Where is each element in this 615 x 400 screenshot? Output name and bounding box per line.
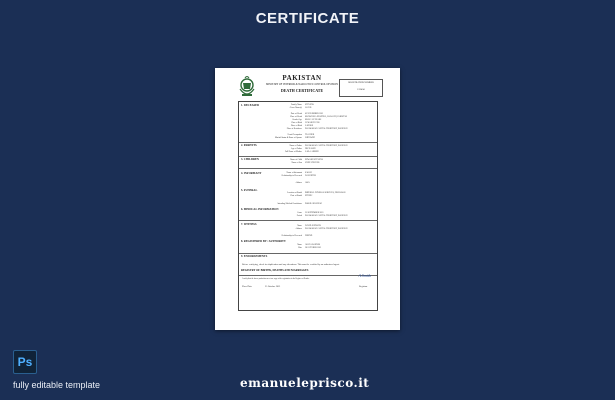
footer-note: I certify that the above particulars are a true copy of the registration in the Register of Deaths.	[242, 278, 310, 280]
field-label: Period	[296, 215, 302, 217]
section-endorsements: 9. ENDORSEMENTS	[241, 255, 268, 258]
field-value: ISLAMABAD CAPITAL TERRITORY, PAKISTAN	[305, 228, 348, 230]
field-label: Address	[295, 228, 302, 230]
section-deceased: 1. DECEASED	[241, 104, 260, 107]
registration-box	[339, 79, 383, 97]
section-informant: 4. INFORMANT	[241, 172, 262, 175]
section-registered-by: 8. REGISTERED BY / AUTHORITY	[241, 240, 286, 243]
field-label: Place of Residence	[286, 128, 302, 130]
field-label: Relationship to Deceased	[281, 235, 302, 237]
field-label: Given Name(s)	[289, 107, 302, 109]
field-label: Usual Occupation	[287, 134, 302, 136]
section-children: 3. CHILDREN	[241, 158, 259, 161]
field-label: Name of Son	[291, 162, 302, 164]
page-title: CERTIFICATE	[255, 10, 360, 27]
field-value: MANSOORA HOSPITAL, KARACHI, PAKISTAN	[305, 116, 347, 118]
field-value: 25 MARCH 1938	[305, 122, 320, 124]
divider	[239, 168, 377, 169]
field-value: SARAH	[305, 172, 312, 174]
section-witness: 7. WITNESS	[241, 223, 257, 226]
field-value: LAILA AHMED	[305, 151, 319, 153]
divider	[239, 253, 377, 254]
issue-date: 25 October 2021	[265, 286, 281, 288]
field-label: Family Name	[291, 104, 302, 106]
website-link[interactable]: emanueleprisco.it	[240, 376, 370, 390]
field-label: Place of Birth	[290, 125, 302, 127]
field-label: Date of Birth	[291, 122, 302, 124]
place-label: Place/Date	[242, 286, 252, 288]
document-title: DEATH CERTIFICATE	[280, 88, 324, 93]
field-value: IMPERIAL FUNERAL SERVICES, PESHAWAR	[305, 192, 346, 194]
field-value: TEACHER	[305, 134, 315, 136]
field-label: Name of Child	[290, 159, 302, 161]
endorsement-note: Before certifying, check for duplication and any alterations. This must be certified by an authorized agent.	[242, 264, 340, 266]
field-label: Name of Informant	[286, 172, 302, 174]
field-label: Age of Father	[290, 148, 302, 150]
field-value: JOHN STEVENS	[305, 162, 320, 164]
field-label: Date	[298, 247, 302, 249]
registration-label: REGISTRATION NUMBER	[348, 82, 374, 84]
field-value: 03 NOVEMBER 2021	[305, 113, 324, 115]
signature: A.Smith	[358, 273, 371, 278]
field-value: DAUGHTER	[305, 175, 316, 177]
field-label: Name	[297, 244, 302, 246]
section-funeral: 5. FUNERAL	[241, 189, 258, 192]
field-label: Location of Burial	[287, 192, 302, 194]
divider	[239, 156, 377, 157]
divider	[239, 275, 377, 276]
field-value: EDWARD STEVENS	[305, 159, 323, 161]
registration-value: 123456	[357, 88, 365, 91]
field-label: Full Name of Mother	[284, 151, 302, 153]
field-value: ISMAIL SHAHZAD	[305, 203, 322, 205]
field-label: Relationship to Deceased	[281, 175, 302, 177]
registrar-label: Registrar	[359, 286, 368, 288]
emblem-icon	[238, 75, 256, 99]
field-value: FRIEND	[305, 235, 313, 237]
field-value: ETHNIC	[305, 195, 313, 197]
field-value: ISLAMABAD CAPITAL TERRITORY, PAKISTAN	[305, 215, 348, 217]
field-label: Date of Death	[290, 113, 302, 115]
field-label: Marital Status & Name of Spouse	[274, 137, 302, 139]
field-value: 100%	[305, 182, 310, 184]
divider	[239, 220, 377, 221]
field-value: ALICIA BARNES	[305, 244, 321, 246]
section-parents: 2. PARENTS	[241, 144, 257, 147]
field-value: ISLAMABAD CAPITAL TERRITORY, PAKISTAN	[305, 128, 348, 130]
field-label: Address	[295, 182, 302, 184]
certificate-header	[262, 74, 342, 93]
field-label: Place of Death	[290, 116, 302, 118]
field-value: ISLAMABAD CAPITAL TERRITORY, PAKISTAN	[305, 145, 348, 147]
field-value: 25 SEPTEMBER 2021	[305, 212, 324, 214]
certificate-document	[215, 68, 400, 330]
field-value: JACOB	[305, 107, 312, 109]
field-label: Name of Father	[289, 145, 302, 147]
field-label: Date of Burial	[290, 195, 302, 197]
divider	[239, 142, 377, 143]
photoshop-icon: Ps	[13, 350, 37, 374]
field-value: STEVENS	[305, 104, 314, 106]
section-medical: 6. MEDICAL INFORMATION	[241, 208, 279, 211]
field-label: Cause	[297, 212, 302, 214]
country-name: PAKISTAN	[282, 74, 322, 82]
certificate-body	[238, 101, 378, 311]
field-label: Attending Medical Practitioner	[277, 203, 302, 205]
field-label: Gender/Age	[292, 119, 302, 121]
template-caption: fully editable template	[13, 380, 101, 390]
field-value: LAHORE	[305, 125, 314, 127]
field-value: WIDOWED	[305, 137, 315, 139]
ministry-subtitle: MINISTRY OF INTERIOR & NARCOTICS CONTROL DIVISION	[265, 83, 338, 86]
field-value: MALE / 83 YEARS	[305, 119, 322, 121]
field-value: DAVID JOHNSON	[305, 225, 321, 227]
registrar-heading: REGISTRY OF BIRTHS, DEATHS AND MARRIAGES	[241, 269, 309, 272]
field-value: DECEASED	[305, 148, 316, 150]
field-value: 28 OCTOBER 2021	[305, 247, 322, 249]
field-label: Name	[297, 225, 302, 227]
